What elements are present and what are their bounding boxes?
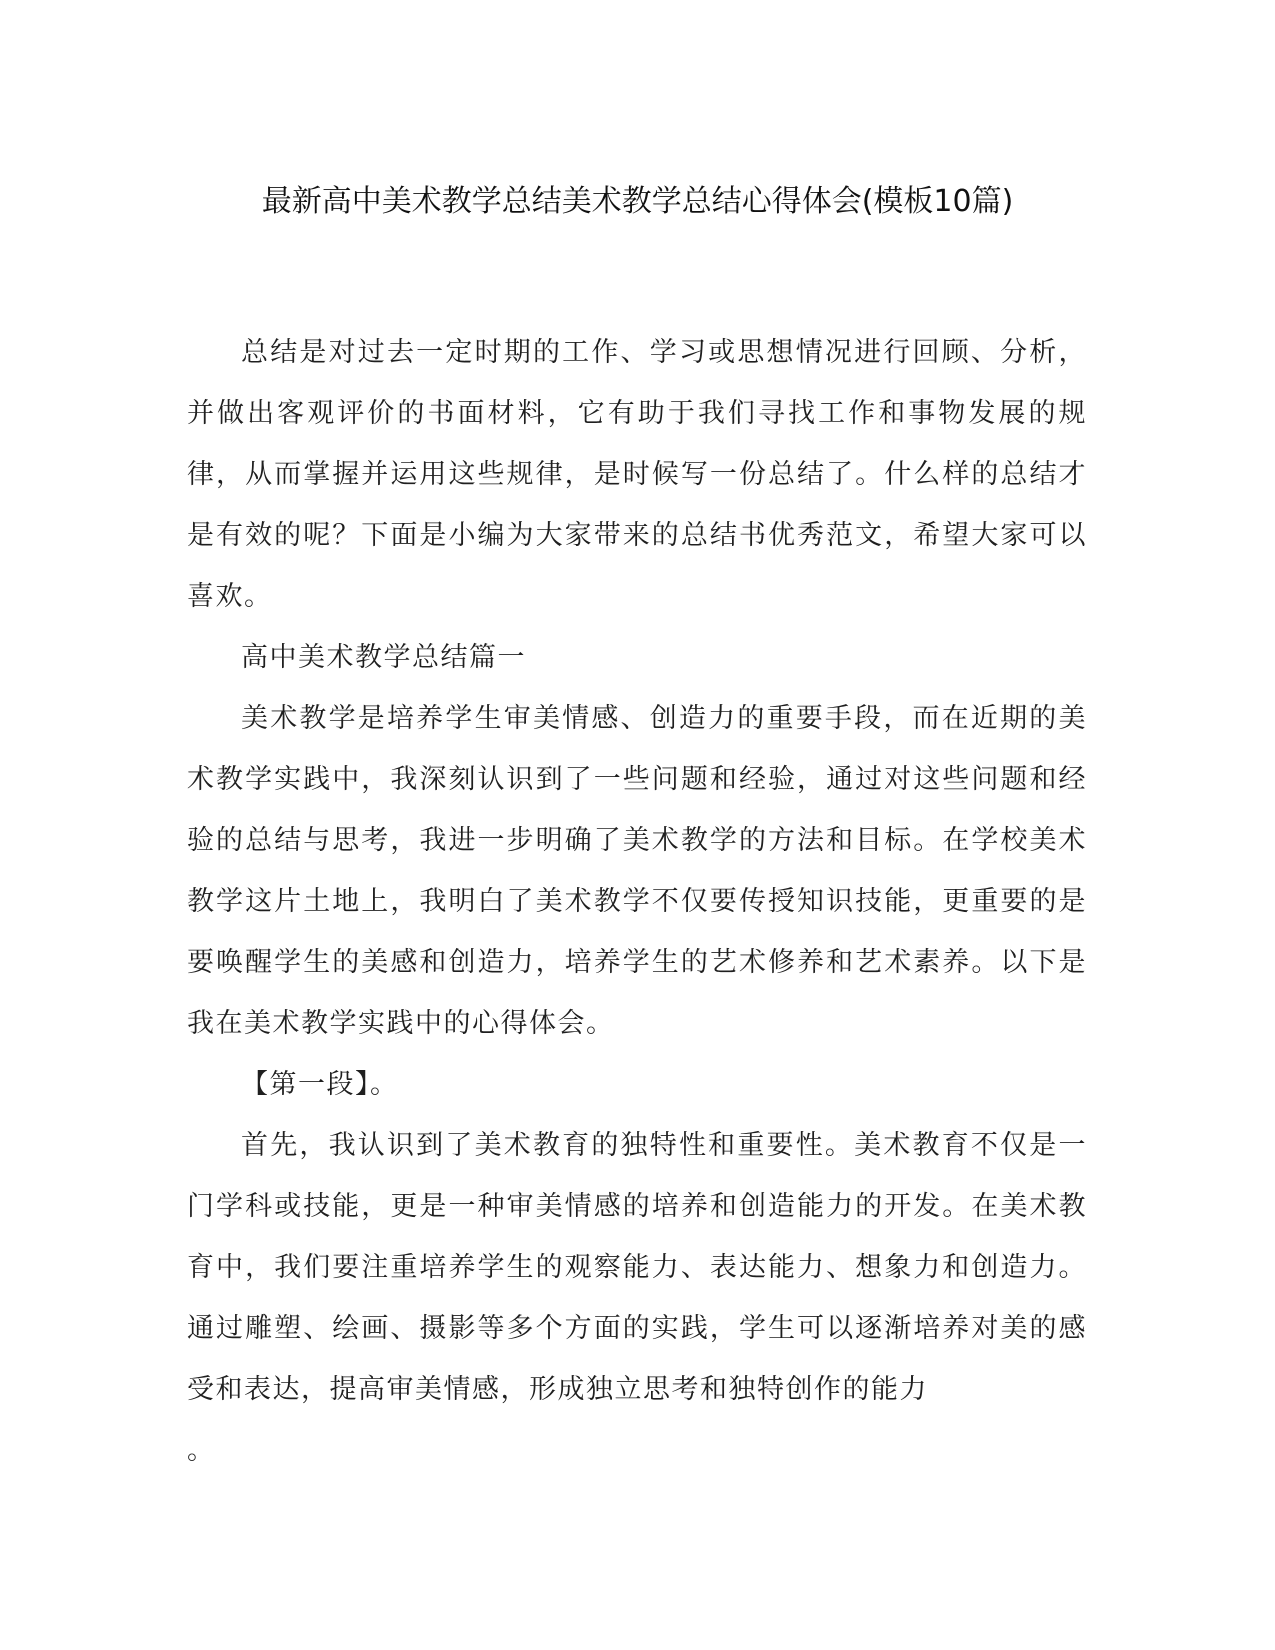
document-title: 最新高中美术教学总结美术教学总结心得体会(模板10篇) <box>261 184 1014 219</box>
section-paragraph-2: 首先，我认识到了美术教育的独特性和重要性。美术教育不仅是一门学科或技能，更是一种审美情感的培养和创造能力的开发。在美术教育中，我们要注重培养学生的观察能力、表达能力、想象力和创造力。通过雕塑、绘画、摄影等多个方面的实践，学生可以逐渐培养对美的感受和表达，提高审美情感，形成独立思考和独特创作的能力 <box>187 1130 1087 1405</box>
sub-heading: 【第一段】。 <box>241 1069 399 1100</box>
document-body <box>187 322 1087 1481</box>
section-heading: 高中美术教学总结篇一 <box>241 642 526 673</box>
intro-paragraph: 总结是对过去一定时期的工作、学习或思想情况进行回顾、分析，并做出客观评价的书面材料，它有助于我们寻找工作和事物发展的规律，从而掌握并运用这些规律，是时候写一份总结了。什么样的总结才是有效的呢？下面是小编为大家带来的总结书优秀范文，希望大家可以喜欢。 <box>187 337 1087 612</box>
section-paragraph-1: 美术教学是培养学生审美情感、创造力的重要手段，而在近期的美术教学实践中，我深刻认识到了一些问题和经验，通过对这些问题和经验的总结与思考，我进一步明确了美术教学的方法和目标。在学校美术教学这片土地上，我明白了美术教学不仅要传授知识技能，更重要的是要唤醒学生的美感和创造力，培养学生的艺术修养和艺术素养。以下是我在美术教学实践中的心得体会。 <box>187 703 1087 1039</box>
trailing-punctuation: 。 <box>187 1435 216 1466</box>
